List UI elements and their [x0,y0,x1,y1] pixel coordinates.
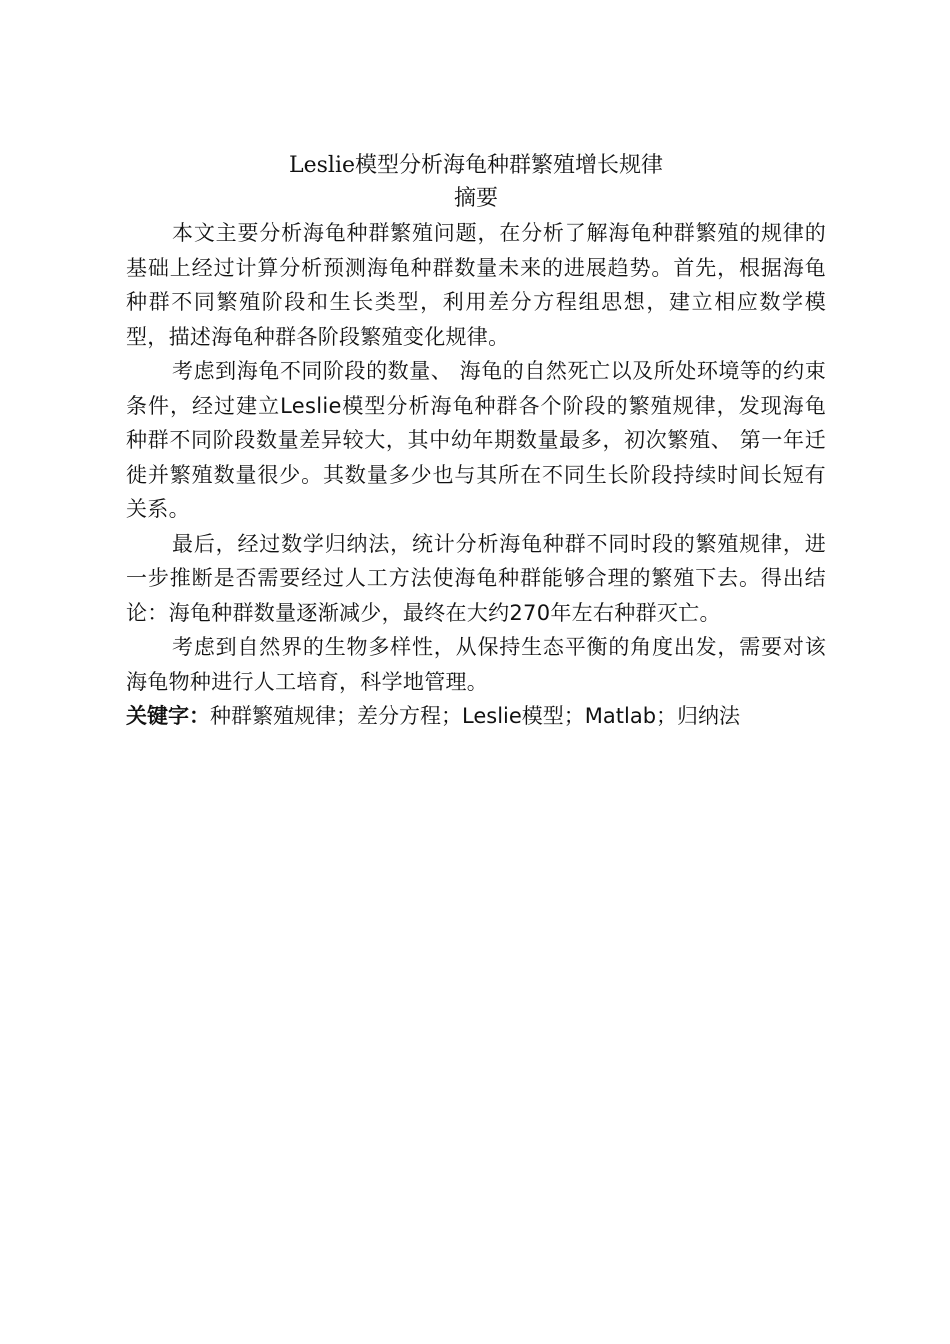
keywords-line [126,699,826,733]
abstract-heading: 摘要 [453,186,498,211]
abstract-paragraph-4: 考虑到自然界的生物多样性，从保持生态平衡的角度出发，需要对该海龟物种进行人工培育，科学地管理。 [126,635,826,694]
keywords-text: 种群繁殖规律；差分方程；Leslie模型；Matlab；归纳法 [210,704,741,728]
abstract-paragraph-2: 考虑到海龟不同阶段的数量、 海龟的自然死亡以及所处环境等的约束条件，经过建立Leslie模型分析海龟种群各个阶段的繁殖规律，发现海龟种群不同阶段数量差异较大，其中幼年期数量最多，初次繁殖、 第一年迁徙并繁殖数量很少。其数量多少也与其所在不同生长阶段持续时间长短有关系。 [126,359,826,521]
abstract-paragraph-3: 最后，经过数学归纳法，统计分析海龟种群不同时段的繁殖规律，进一步推断是否需要经过人工方法使海龟种群能够合理的繁殖下去。得出结论：海龟种群数量逐渐减少，最终在大约270年左右种群灭亡。 [126,531,826,625]
keywords-label: 关键字： [126,704,210,728]
abstract-paragraph-1: 本文主要分析海龟种群繁殖问题，在分析了解海龟种群繁殖的规律的基础上经过计算分析预测海龟种群数量未来的进展趋势。首先，根据海龟种群不同繁殖阶段和生长类型，利用差分方程组思想，建立相应数学模型，描述海龟种群各阶段繁殖变化规律。 [126,221,826,349]
document-title: Leslie模型分析海龟种群繁殖增长规律 [288,153,663,178]
document-content [126,150,826,733]
